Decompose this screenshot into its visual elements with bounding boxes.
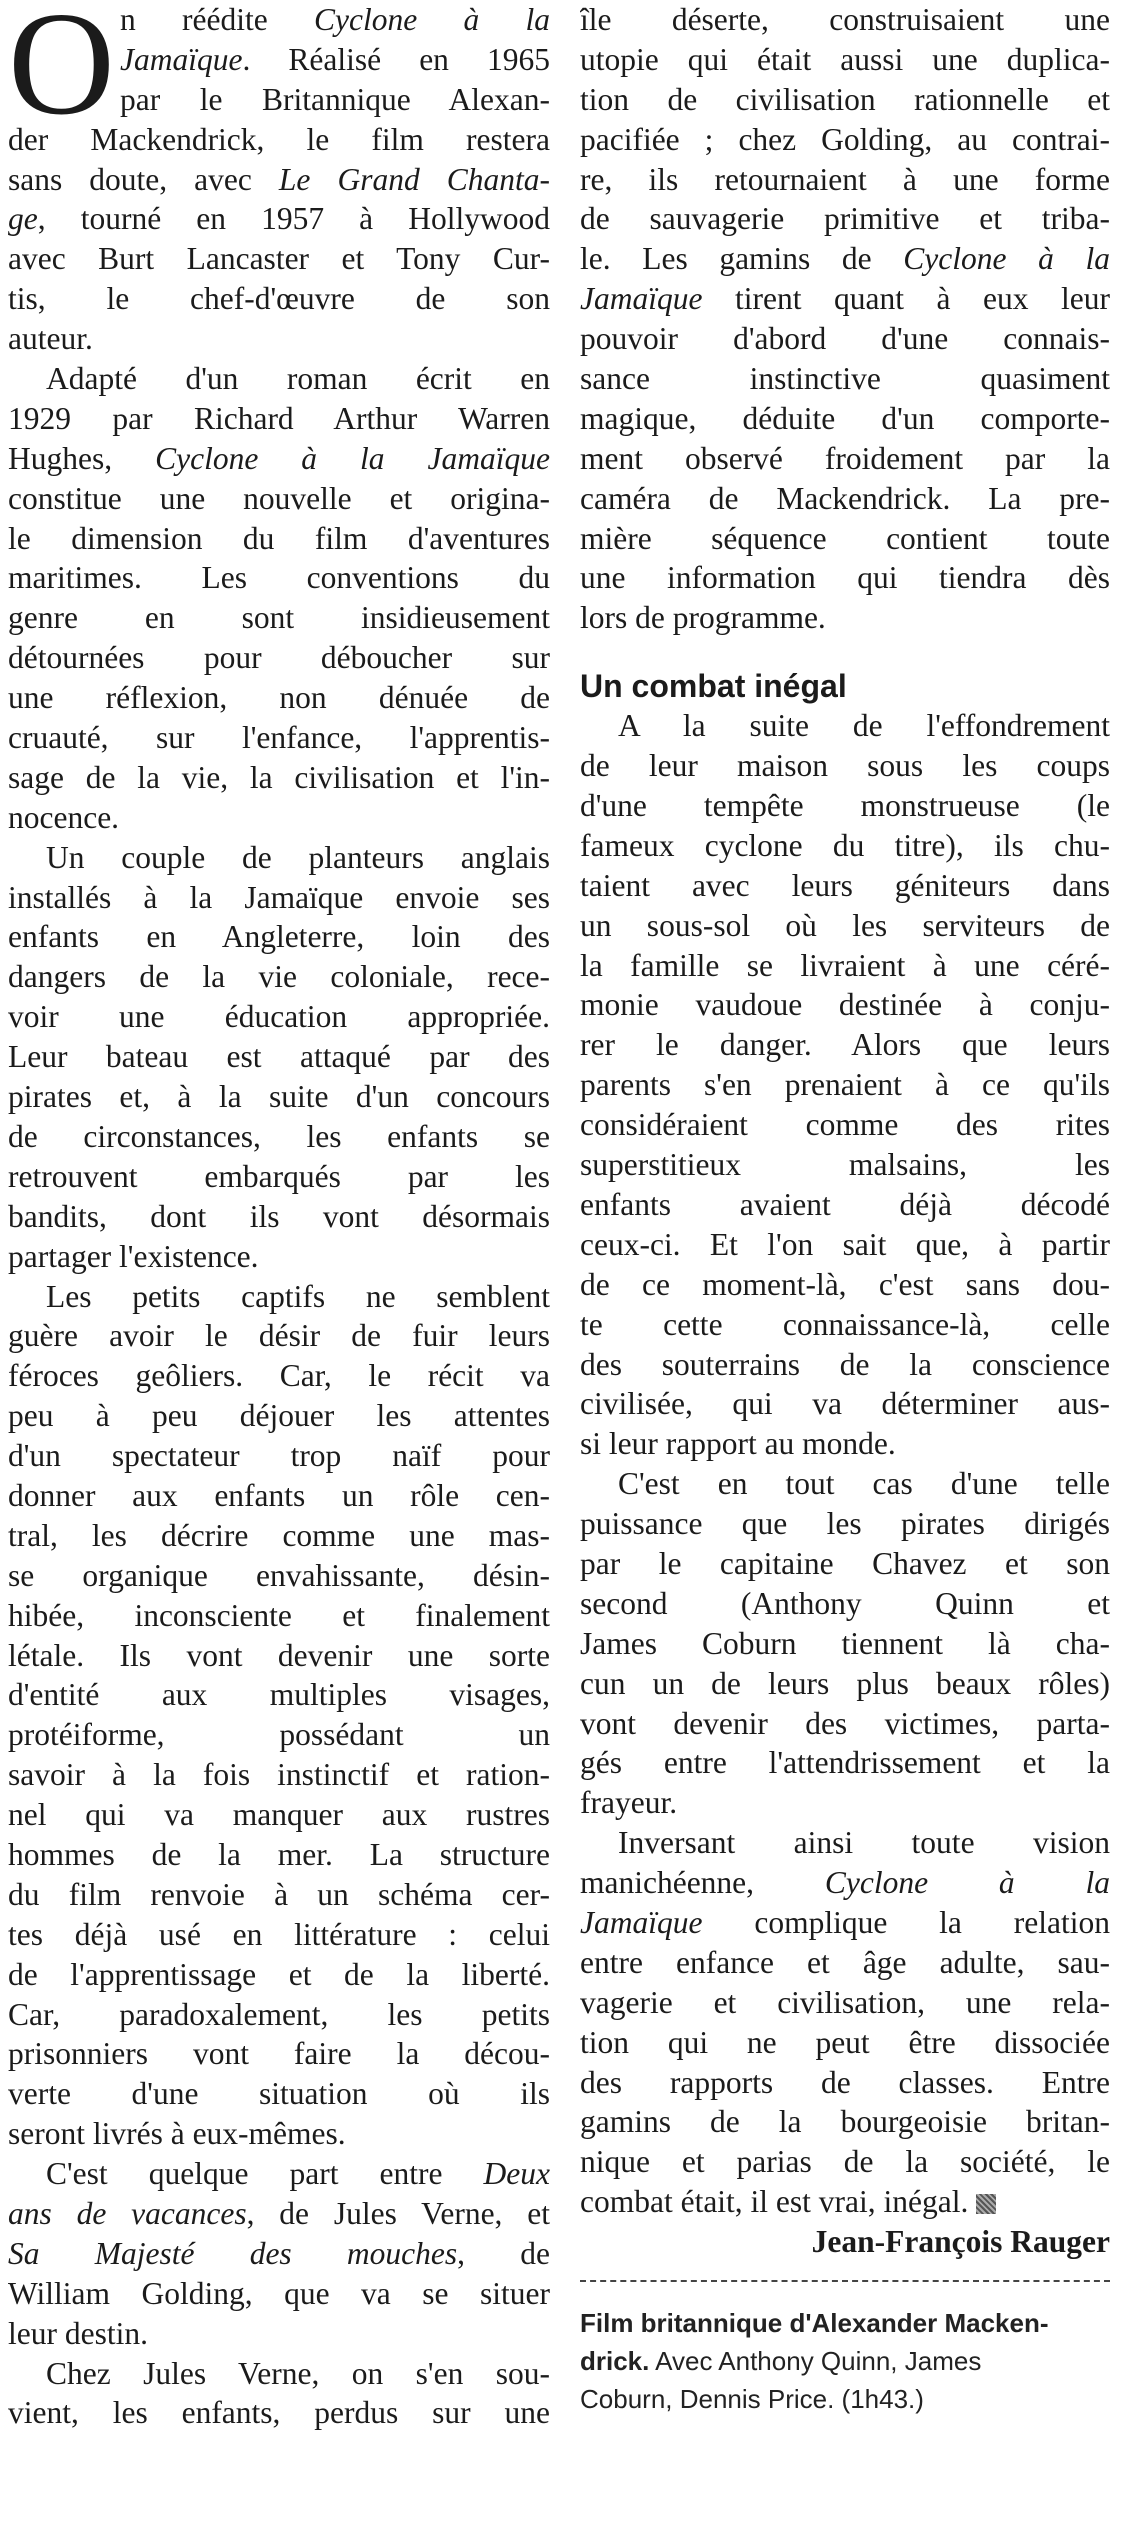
credits-cast-line-1: Avec Anthony Quinn, James (649, 2345, 982, 2376)
text-line (8, 2114, 550, 2154)
text-line (580, 1983, 1110, 2023)
line-text: des souterrains de la conscience (580, 1346, 1110, 1382)
italic-title: Cyclone à la (824, 1865, 1110, 1901)
line-text: tion de civilisation rationnelle et (580, 81, 1110, 117)
text-line (8, 1835, 550, 1875)
line-text: cun un de leurs plus beaux rôles) (580, 1665, 1110, 1701)
line-text: de circonstances, les enfants se (8, 1118, 550, 1154)
line-text: vient, les enfants, perdus sur une (8, 2395, 550, 2431)
line-text: retrouvent embarqués par les (8, 1158, 550, 1194)
text-line (8, 1675, 550, 1715)
line-text: puissance que les pirates dirigés (580, 1506, 1110, 1542)
line-text: magique, déduite d'un comporte- (580, 400, 1110, 436)
text-line (8, 239, 550, 279)
line-text: utopie qui était aussi une duplica- (580, 41, 1110, 77)
italic-title: Jamaïque (120, 41, 243, 77)
line-text: re, ils retournaient à une forme (580, 161, 1110, 197)
text-line (8, 798, 550, 838)
text-line (580, 279, 1110, 319)
line-text: Chez Jules Verne, on s'en sou- (46, 2355, 550, 2391)
line-text: pouvoir d'abord d'une connais- (580, 321, 1110, 357)
line-text: gés entre l'attendrissement et la (580, 1745, 1110, 1781)
text-line (580, 2023, 1110, 2063)
text-line (8, 1875, 550, 1915)
text-line (580, 1783, 1110, 1823)
text-line (8, 279, 550, 319)
line-text: létale. Ils vont devenir une sorte (8, 1637, 550, 1673)
text-line (580, 985, 1110, 1025)
line-text: gamins de la bourgeoisie britan- (580, 2104, 1110, 2140)
line-text: par le capitaine Chavez et son (580, 1545, 1110, 1581)
text-line (8, 519, 550, 559)
line-text: la famille se livraient à une céré- (580, 947, 1110, 983)
line-text: sans doute, avec (8, 161, 279, 197)
text-line (8, 399, 550, 439)
line-text: A la suite de l'effondrement (618, 708, 1110, 744)
line-text: protéiforme, possédant un (8, 1717, 550, 1753)
line-text: complique la relation (702, 1904, 1110, 1940)
italic-title: Cyclone à la (903, 241, 1110, 277)
text-line (580, 399, 1110, 439)
text-line (8, 1037, 550, 1077)
text-line (580, 1704, 1110, 1744)
text-line (8, 1596, 550, 1636)
line-text: n réédite (120, 2, 314, 37)
text-line (580, 1504, 1110, 1544)
text-line (8, 678, 550, 718)
text-line (580, 1624, 1110, 1664)
line-text: taient avec leurs géniteurs dans (580, 867, 1110, 903)
text-line (580, 2063, 1110, 2103)
line-text: d'un spectateur trop naïf pour (8, 1438, 550, 1474)
text-line (8, 638, 550, 678)
line-text: détournées pour déboucher sur (8, 640, 550, 676)
italic-title: Le Grand Chanta- (278, 161, 550, 197)
line-text: rer le danger. Alors que leurs (580, 1027, 1110, 1063)
text-line (580, 826, 1110, 866)
line-text: civilisée, qui va déterminer aus- (580, 1386, 1110, 1422)
text-line (580, 598, 1110, 638)
text-line (580, 519, 1110, 559)
text-line (580, 120, 1110, 160)
text-line (580, 906, 1110, 946)
line-text: installés à la Jamaïque envoie ses (8, 879, 550, 915)
line-text: île déserte, construisaient une (580, 2, 1110, 37)
dropcap-block (8, 0, 550, 2433)
line-text: tion qui ne peut être dissociée (580, 2024, 1110, 2060)
line-text: féroces geôliers. Car, le récit va (8, 1358, 550, 1394)
line-text: te cette connaissance-là, celle (580, 1306, 1110, 1342)
article-column-left (8, 0, 550, 2433)
text-line (580, 706, 1110, 746)
line-text: si leur rapport au monde. (580, 1426, 896, 1462)
text-line (8, 2354, 550, 2394)
line-text: du film renvoie à un schéma cer- (8, 1876, 550, 1912)
line-text: constitue une nouvelle et origina- (8, 480, 550, 516)
italic-title: ans de vacances (8, 2195, 247, 2231)
line-text: vagerie et civilisation, une rela- (580, 1984, 1110, 2020)
line-text: considéraient comme des rites (580, 1107, 1110, 1143)
line-text: leur destin. (8, 2315, 148, 2351)
line-text: parents s'en prenaient à ce qu'ils (580, 1067, 1110, 1103)
author-signature: Jean-François Rauger (811, 2224, 1110, 2260)
text-line (8, 598, 550, 638)
line-text: une réflexion, non dénuée de (8, 680, 550, 716)
line-text: , de Jules Verne, et (246, 2195, 550, 2231)
drop-cap-letter: O (8, 0, 115, 146)
text-line (580, 2102, 1110, 2142)
text-line (8, 2154, 550, 2194)
line-text: nique et parias de la société, le (580, 2144, 1110, 2180)
line-text: enfants avaient déjà décodé (580, 1186, 1110, 1222)
text-line (580, 1384, 1110, 1424)
text-line (8, 1915, 550, 1955)
section-subheading: Un combat inégal (580, 668, 847, 705)
line-text: peu à peu déjouer les attentes (8, 1398, 550, 1434)
line-text: sage de la vie, la civilisation et l'in- (8, 759, 550, 795)
text-line (580, 1345, 1110, 1385)
italic-title: Jamaïque (580, 1904, 703, 1940)
text-line (8, 319, 550, 359)
line-text: des rapports de classes. Entre (580, 2064, 1110, 2100)
credits-title-line-2: drick. (580, 2345, 650, 2376)
line-text: Leur bateau est attaqué par des (8, 1039, 550, 1075)
line-text: , de (457, 2235, 550, 2271)
line-text: Les petits captifs ne semblent (46, 1278, 550, 1314)
line-text: de ce moment-là, c'est sans dou- (580, 1266, 1110, 1302)
line-text: tis, le chef-d'œuvre de son (8, 281, 550, 317)
line-text: une information qui tiendra dès (580, 560, 1110, 596)
line-text: second (Anthony Quinn et (580, 1585, 1110, 1621)
text-line (580, 786, 1110, 826)
text-line (580, 1544, 1110, 1584)
text-line (8, 1516, 550, 1556)
text-line (8, 997, 550, 1037)
text-line (8, 1277, 550, 1317)
text-line (8, 479, 550, 519)
line-text: genre en sont insidieusement (8, 600, 550, 636)
line-text: pacifiée ; chez Golding, au contrai- (580, 121, 1110, 157)
line-text: ment observé froidement par la (580, 440, 1110, 476)
line-text: pirates et, à la suite d'un concours (8, 1079, 550, 1115)
text-line (580, 746, 1110, 786)
line-text: William Golding, que va se situer (8, 2275, 550, 2311)
line-text: voir une éducation appropriée. (8, 999, 550, 1035)
text-line (580, 439, 1110, 479)
text-line (580, 1424, 1110, 1464)
line-text: d'entité aux multiples visages, (8, 1677, 550, 1713)
text-line (8, 1636, 550, 1676)
text-line (8, 878, 550, 918)
text-line (580, 1943, 1110, 1983)
italic-title: ge (8, 201, 38, 237)
line-text: Adapté d'un roman écrit en (46, 361, 550, 397)
italic-title: Sa Majesté des mouches (8, 2235, 458, 2271)
line-text: nel qui va manquer aux rustres (8, 1797, 550, 1833)
line-text: guère avoir le désir de fuir leurs (8, 1318, 550, 1354)
text-line (8, 1755, 550, 1795)
text-line (580, 1065, 1110, 1105)
line-text: . Réalisé en 1965 (242, 41, 550, 77)
line-text: , tourné en 1957 à Hollywood (37, 201, 550, 237)
text-line (8, 1117, 550, 1157)
text-line (580, 1863, 1110, 1903)
text-line (8, 718, 550, 758)
line-text: vont devenir des victimes, parta- (580, 1705, 1110, 1741)
line-text: hommes de la mer. La structure (8, 1836, 550, 1872)
credits-divider (580, 2280, 1110, 2282)
text-line (580, 319, 1110, 359)
line-text: de l'apprentissage et de la liberté. (8, 1956, 550, 1992)
text-line (8, 1955, 550, 1995)
article-paragraphs-intro-continued (580, 0, 1110, 638)
text-line (8, 1556, 550, 1596)
credits-cast-line-2: Coburn, Dennis Price. (1h43.) (580, 2383, 924, 2414)
line-text: monie vaudoue destinée à conju- (580, 987, 1110, 1023)
text-line (580, 1903, 1110, 1943)
italic-title: Deux (483, 2156, 550, 2192)
line-text: donner aux enfants un rôle cen- (8, 1477, 550, 1513)
text-line (580, 558, 1110, 598)
text-line (580, 1823, 1110, 1863)
line-text: frayeur. (580, 1785, 678, 1821)
text-line (8, 2034, 550, 2074)
line-text: dangers de la vie coloniale, rece- (8, 959, 550, 995)
line-text: Car, paradoxalement, les petits (8, 1996, 550, 2032)
text-line (8, 2274, 550, 2314)
text-line (8, 199, 550, 239)
text-line (8, 1356, 550, 1396)
line-text: manichéenne, (580, 1865, 825, 1901)
line-text: hibée, inconsciente et finalement (8, 1597, 550, 1633)
line-text: un sous-sol où les serviteurs de (580, 907, 1110, 943)
text-line (8, 838, 550, 878)
italic-title: Cyclone à la (313, 2, 550, 37)
text-line (8, 2074, 550, 2114)
italic-title: Jamaïque (580, 281, 703, 317)
line-text: lors de programme. (580, 600, 826, 636)
text-line (8, 1316, 550, 1356)
text-line (580, 1664, 1110, 1704)
line-text: cruauté, sur l'enfance, l'apprentis- (8, 720, 550, 756)
text-line (8, 160, 550, 200)
line-text: Inversant ainsi toute vision (618, 1825, 1110, 1861)
text-line (8, 917, 550, 957)
text-line (580, 2182, 1110, 2222)
text-line (580, 1145, 1110, 1185)
text-line (580, 1265, 1110, 1305)
text-line (580, 199, 1110, 239)
end-of-article-mark-icon (976, 2194, 996, 2214)
line-text: partager l'existence. (8, 1238, 259, 1274)
line-text: de leur maison sous les coups (580, 748, 1110, 784)
line-text: caméra de Mackendrick. La pre- (580, 480, 1110, 516)
line-text: sance instinctive quasiment (580, 361, 1110, 397)
text-line (580, 40, 1110, 80)
italic-title: Cyclone à la Jamaïque (155, 440, 550, 476)
line-text: fameux cyclone du titre), ils chu- (580, 827, 1110, 863)
text-line (8, 1715, 550, 1755)
text-line (8, 1436, 550, 1476)
line-text: de sauvagerie primitive et triba- (580, 201, 1110, 237)
line-text: se organique envahissante, désin- (8, 1557, 550, 1593)
text-line (580, 1225, 1110, 1265)
text-line (580, 479, 1110, 519)
line-text: James Coburn tiennent là cha- (580, 1625, 1110, 1661)
line-text: savoir à la fois instinctif et ration- (8, 1757, 550, 1793)
text-line (8, 1157, 550, 1197)
line-text: le dimension du film d'aventures (8, 520, 550, 556)
article-paragraphs-section (580, 706, 1110, 2222)
text-line (580, 80, 1110, 120)
text-line (8, 359, 550, 399)
text-line (8, 957, 550, 997)
text-line (580, 1025, 1110, 1065)
text-line (8, 1237, 550, 1277)
text-line (8, 1795, 550, 1835)
text-line (8, 758, 550, 798)
text-line (8, 1476, 550, 1516)
line-text: superstitieux malsains, les (580, 1147, 1110, 1183)
line-text: entre enfance et âge adulte, sau- (580, 1944, 1110, 1980)
line-text: 1929 par Richard Arthur Warren (8, 400, 550, 436)
line-text: combat était, il est vrai, inégal. (580, 2184, 969, 2220)
text-line (580, 239, 1110, 279)
line-text: le. Les gamins de (580, 241, 904, 277)
text-line (8, 2314, 550, 2354)
text-line (580, 2142, 1110, 2182)
line-text: tirent quant à eux leur (702, 281, 1110, 317)
line-text: ceux-ci. Et l'on sait que, à partir (580, 1226, 1110, 1262)
text-line (8, 2393, 550, 2433)
film-credits (580, 2304, 1110, 2418)
article-column-right (580, 0, 1110, 2418)
text-line (580, 160, 1110, 200)
text-line (580, 1464, 1110, 1504)
line-text: d'une tempête monstrueuse (le (580, 788, 1110, 824)
line-text: verte d'une situation où ils (8, 2076, 550, 2112)
line-text: bandits, dont ils vont désormais (8, 1198, 550, 1234)
line-text: avec Burt Lancaster et Tony Cur- (8, 241, 550, 277)
text-line (8, 1995, 550, 2035)
text-line (8, 1396, 550, 1436)
line-text: Un couple de planteurs anglais (46, 839, 550, 875)
text-line (8, 2234, 550, 2274)
line-text: enfants en Angleterre, loin des (8, 919, 550, 955)
text-line (580, 359, 1110, 399)
text-line (8, 2194, 550, 2234)
text-line (580, 0, 1110, 40)
text-line (580, 1584, 1110, 1624)
text-line (580, 1105, 1110, 1145)
text-line (580, 1743, 1110, 1783)
line-text: auteur. (8, 321, 93, 357)
line-text: Hughes, (8, 440, 156, 476)
line-text: maritimes. Les conventions du (8, 560, 550, 596)
text-line (8, 1197, 550, 1237)
line-text: par le Britannique Alexan- (120, 81, 550, 117)
line-text: seront livrés à eux-mêmes. (8, 2116, 346, 2152)
text-line (580, 946, 1110, 986)
credits-title-line-1: Film britannique d'Alexander Macken- (580, 2307, 1049, 2338)
line-text: mière séquence contient toute (580, 520, 1110, 556)
text-line (8, 439, 550, 479)
line-text: C'est en tout cas d'une telle (618, 1466, 1110, 1502)
line-text: nocence. (8, 799, 120, 835)
text-line (580, 1305, 1110, 1345)
text-line (8, 558, 550, 598)
line-text: der Mackendrick, le film restera (8, 121, 550, 157)
text-line (580, 1185, 1110, 1225)
line-text: tes déjà usé en littérature : celui (8, 1916, 550, 1952)
line-text: prisonniers vont faire la décou- (8, 2036, 550, 2072)
text-line (580, 866, 1110, 906)
line-text: tral, les décrire comme une mas- (8, 1517, 550, 1553)
line-text: C'est quelque part entre (46, 2156, 484, 2192)
text-line (8, 1077, 550, 1117)
